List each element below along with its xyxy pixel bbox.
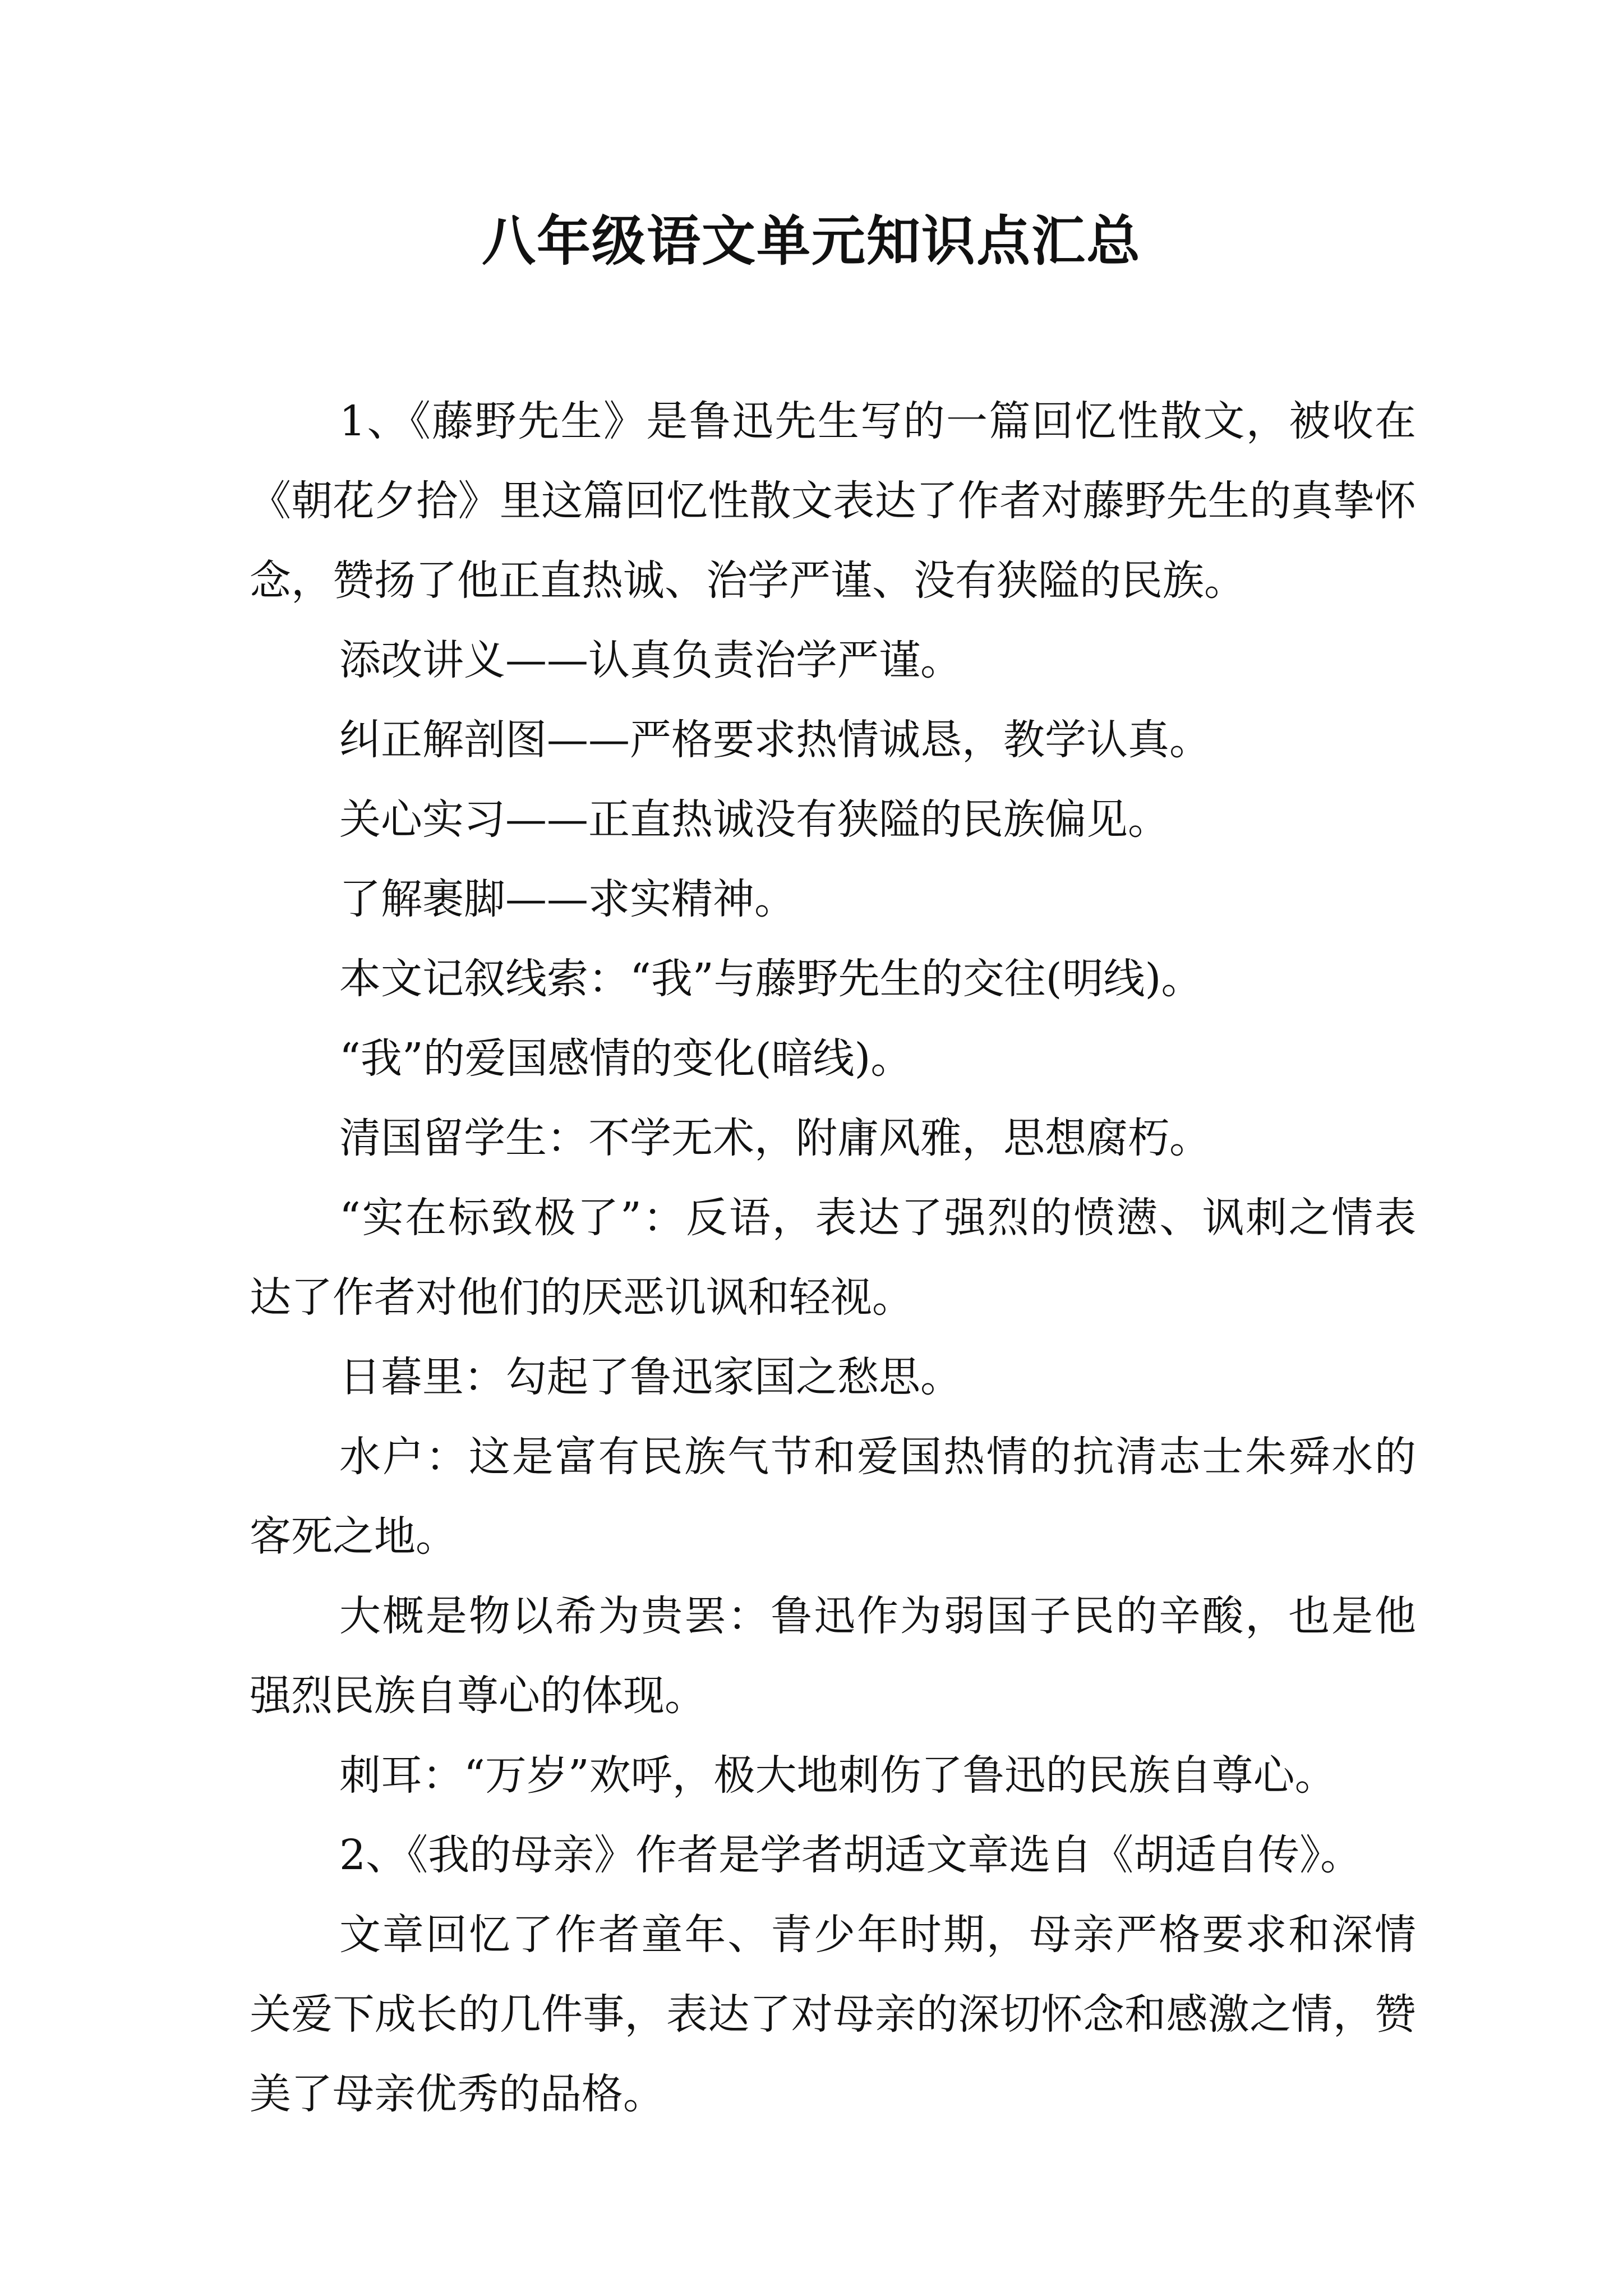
paragraph: 本文记叙线索：“我”与藤野先生的交往(明线)。	[339, 955, 1203, 1003]
paragraph: 大概是物以希为贵罢：鲁迅作为弱国子民的辛酸，也是他强烈民族自尊心的体现。	[250, 1592, 1416, 1720]
document-body	[250, 381, 1416, 2134]
paragraph: 纠正解剖图——严格要求热情诚恳，教学认真。	[339, 716, 1211, 764]
paragraph: “实在标致极了”：反语，表达了强烈的愤懑、讽刺之情表达了作者对他们的厌恶讥讽和轻视。	[250, 1194, 1416, 1322]
paragraph: 水户：这是富有民族气节和爱国热情的抗清志士朱舜水的客死之地。	[250, 1433, 1416, 1561]
paragraph: 了解裹脚——求实精神。	[339, 875, 796, 923]
paragraph: 清国留学生：不学无术，附庸风雅，思想腐朽。	[339, 1114, 1211, 1162]
paragraph: 1、《藤野先生》是鲁迅先生写的一篇回忆性散文，被收在《朝花夕拾》里这篇回忆性散文表达了作者对藤野先生的真挚怀念，赞扬了他正直热诚、治学严谨、没有狭隘的民族。	[250, 397, 1416, 605]
paragraph: 日暮里：勾起了鲁迅家国之愁思。	[339, 1353, 962, 1401]
paragraph: 关心实习——正直热诚没有狭隘的民族偏见。	[339, 795, 1169, 844]
paragraph: 文章回忆了作者童年、青少年时期，母亲严格要求和深情关爱下成长的几件事，表达了对母亲的深切怀念和感激之情，赞美了母亲优秀的品格。	[250, 1911, 1416, 2118]
paragraph: 刺耳：“万岁”欢呼，极大地刺伤了鲁迅的民族自尊心。	[339, 1751, 1336, 1800]
paragraph: “我”的爱国感情的变化(暗线)。	[339, 1034, 912, 1083]
paragraph: 2、《我的母亲》作者是学者胡适文章选自《胡适自传》。	[339, 1831, 1362, 1879]
document-title: 八年级语文单元知识点汇总	[482, 210, 1141, 273]
paragraph: 添改讲义——认真负责治学严谨。	[339, 636, 962, 684]
